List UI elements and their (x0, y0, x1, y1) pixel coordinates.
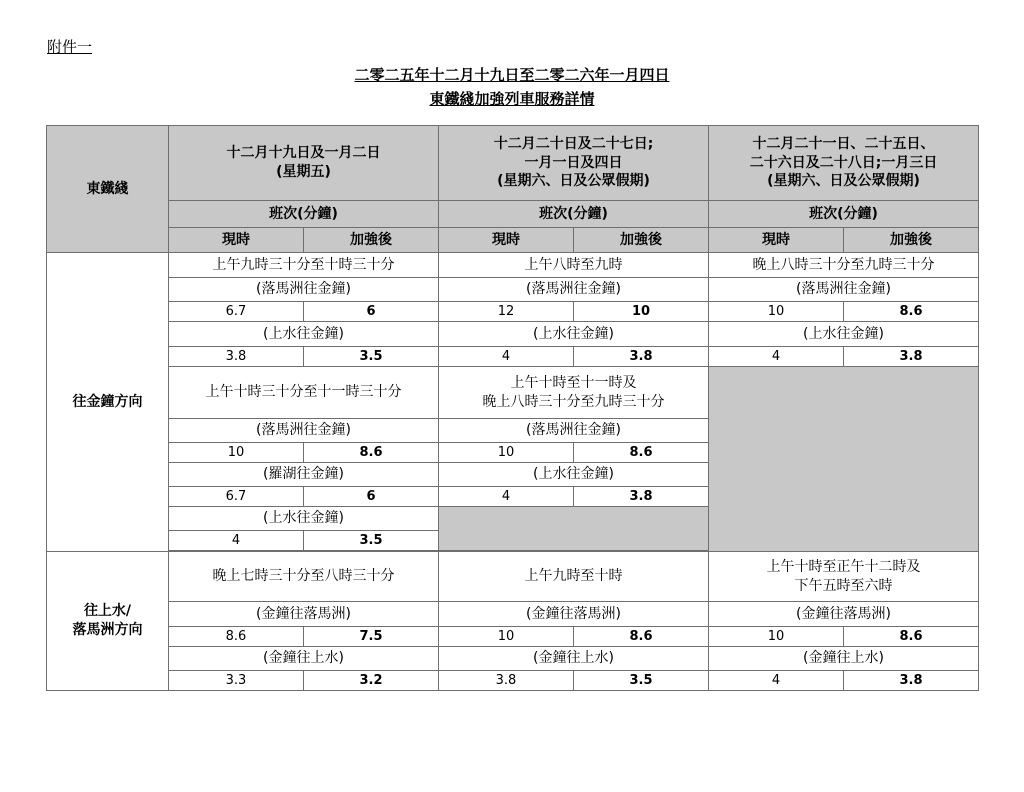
sb-p2-time-2-line-1: 上午十時至十一時及 (510, 374, 637, 391)
sb-p1-route-a-current: 6.7 (169, 302, 304, 322)
sb-p2-route-c-enhanced: 8.6 (574, 443, 709, 463)
frequency-header-3: 班次(分鐘) (709, 201, 979, 228)
current-header-3: 現時 (709, 228, 844, 253)
southbound-label: 往金鐘方向 (47, 253, 169, 552)
sb-p2-time-2-line-2: 晚上八時三十分至九時三十分 (482, 393, 665, 410)
sb-p1-route-b-current: 3.8 (169, 347, 304, 367)
period-header-3 (709, 126, 979, 201)
sb-p1-route-a-enhanced: 6 (304, 302, 439, 322)
current-header-2: 現時 (439, 228, 574, 253)
nb-p3-route-b: (金鐘往上水) (709, 647, 979, 671)
sb-p2-route-d-enhanced: 3.8 (574, 487, 709, 507)
nb-p1-route-b-current: 3.3 (169, 671, 304, 691)
period-header-2 (439, 126, 709, 201)
sb-p3-route-a-current: 10 (709, 302, 844, 322)
sb-p1-route-c: (落馬洲往金鐘) (169, 419, 439, 443)
period-2-days: (星期六、日及公眾假期) (497, 173, 650, 190)
sb-p1-route-d-enhanced: 6 (304, 487, 439, 507)
nb-p3-route-b-enhanced: 3.8 (844, 671, 979, 691)
frequency-header-1: 班次(分鐘) (169, 201, 439, 228)
sb-p2-route-a: (落馬洲往金鐘) (439, 278, 709, 302)
sb-p1-route-e: (上水往金鐘) (169, 507, 439, 531)
sb-p1-route-d: (羅湖往金鐘) (169, 463, 439, 487)
nb-p1-time: 晚上七時三十分至八時三十分 (169, 552, 439, 602)
sb-p2-route-b-enhanced: 3.8 (574, 347, 709, 367)
nb-p2-route-a: (金鐘往落馬洲) (439, 602, 709, 627)
nb-p2-route-a-enhanced: 8.6 (574, 627, 709, 647)
nb-p3-route-a-enhanced: 8.6 (844, 627, 979, 647)
sb-p1-route-d-current: 6.7 (169, 487, 304, 507)
nb-p1-route-a: (金鐘往落馬洲) (169, 602, 439, 627)
nb-p2-route-b-current: 3.8 (439, 671, 574, 691)
period-2-dates-a: 十二月二十日及二十七日; (493, 135, 654, 152)
service-table (46, 125, 979, 691)
sb-p1-route-c-current: 10 (169, 443, 304, 463)
nb-p3-time (709, 552, 979, 602)
sb-p3-route-b-current: 4 (709, 347, 844, 367)
period-3-dates-a: 十二月二十一日、二十五日、 (752, 135, 935, 152)
annex-label: 附件一 (47, 38, 93, 56)
nb-p3-route-a-current: 10 (709, 627, 844, 647)
nb-p1-route-b-enhanced: 3.2 (304, 671, 439, 691)
period-3-dates-b: 二十六日及二十八日;一月三日 (749, 154, 938, 171)
sb-p2-route-a-current: 12 (439, 302, 574, 322)
sb-p2-time-1: 上午八時至九時 (439, 253, 709, 278)
period-3-days: (星期六、日及公眾假期) (767, 173, 920, 190)
nb-p1-route-a-enhanced: 7.5 (304, 627, 439, 647)
enhanced-header-3: 加強後 (844, 228, 979, 253)
sb-p1-time-2: 上午十時三十分至十一時三十分 (169, 367, 439, 419)
sb-p3-empty-block (709, 367, 979, 552)
sb-p1-route-e-enhanced: 3.5 (304, 531, 439, 551)
sb-p3-time-1: 晚上八時三十分至九時三十分 (709, 253, 979, 278)
nb-p2-route-b-enhanced: 3.5 (574, 671, 709, 691)
sb-p2-route-d: (上水往金鐘) (439, 463, 709, 487)
period-header-1 (169, 126, 439, 201)
sb-p1-route-e-current: 4 (169, 531, 304, 551)
document-title: 二零二五年十二月十九日至二零二六年一月四日 (354, 66, 670, 84)
sb-p3-route-a: (落馬洲往金鐘) (709, 278, 979, 302)
northbound-label (47, 552, 169, 691)
sb-p3-route-b-enhanced: 3.8 (844, 347, 979, 367)
nb-p3-time-line-1: 上午十時至正午十二時及 (766, 558, 921, 575)
enhanced-header-1: 加強後 (304, 228, 439, 253)
sb-p1-route-c-enhanced: 8.6 (304, 443, 439, 463)
sb-p2-time-2 (439, 367, 709, 419)
sb-p1-route-b: (上水往金鐘) (169, 322, 439, 347)
current-header-1: 現時 (169, 228, 304, 253)
enhanced-header-2: 加強後 (574, 228, 709, 253)
sb-p1-route-a: (落馬洲往金鐘) (169, 278, 439, 302)
frequency-header-2: 班次(分鐘) (439, 201, 709, 228)
line-header: 東鐵綫 (47, 126, 169, 253)
sb-p2-route-b-current: 4 (439, 347, 574, 367)
sb-p2-route-d-current: 4 (439, 487, 574, 507)
nb-p2-route-b: (金鐘往上水) (439, 647, 709, 671)
period-2-dates-b: 一月一日及四日 (524, 154, 623, 171)
sb-p2-empty-block (439, 507, 709, 551)
document-subtitle: 東鐵綫加強列車服務詳情 (429, 90, 595, 108)
sb-p3-route-b: (上水往金鐘) (709, 322, 979, 347)
northbound-label-line-2: 落馬洲方向 (72, 622, 143, 638)
nb-p3-route-b-current: 4 (709, 671, 844, 691)
period-1-dates: 十二月十九日及一月二日 (226, 145, 381, 162)
sb-p1-time-1: 上午九時三十分至十時三十分 (169, 253, 439, 278)
nb-p2-time: 上午九時至十時 (439, 552, 709, 602)
nb-p2-route-a-current: 10 (439, 627, 574, 647)
nb-p3-time-line-2: 下午五時至六時 (794, 577, 893, 594)
nb-p3-route-a: (金鐘往落馬洲) (709, 602, 979, 627)
sb-p1-route-b-enhanced: 3.5 (304, 347, 439, 367)
sb-p2-route-c-current: 10 (439, 443, 574, 463)
sb-p2-route-c: (落馬洲往金鐘) (439, 419, 709, 443)
sb-p2-route-b: (上水往金鐘) (439, 322, 709, 347)
nb-p1-route-b: (金鐘往上水) (169, 647, 439, 671)
nb-p1-route-a-current: 8.6 (169, 627, 304, 647)
sb-p2-route-a-enhanced: 10 (574, 302, 709, 322)
sb-p3-route-a-enhanced: 8.6 (844, 302, 979, 322)
period-1-days: (星期五) (276, 164, 331, 180)
northbound-label-line-1: 往上水/ (83, 603, 132, 620)
